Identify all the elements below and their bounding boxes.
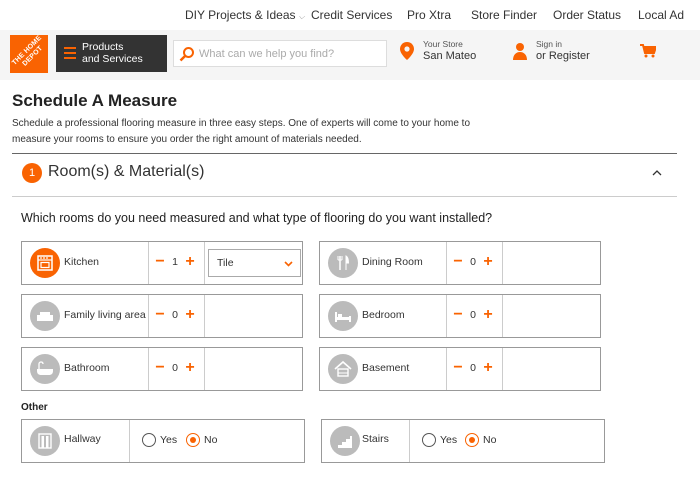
nav-order-status[interactable]: Order Status	[553, 8, 622, 22]
quantity-stepper	[150, 250, 204, 276]
search-input[interactable]	[199, 44, 384, 64]
utility-nav	[0, 0, 700, 30]
radio-label: Yes	[440, 434, 458, 446]
quantity-value: 0	[470, 256, 476, 268]
search-box	[173, 40, 387, 67]
room-card-kitchen	[21, 241, 303, 285]
room-name: Family living area	[64, 309, 146, 321]
store-name: San Mateo	[423, 50, 477, 62]
chevron-down-icon: ⌵	[298, 12, 305, 21]
user-icon	[513, 42, 527, 60]
step-number-badge: 1	[22, 163, 42, 183]
divider	[12, 196, 677, 197]
nav-credit-services[interactable]: Credit Services	[311, 8, 393, 22]
increment-button[interactable]: +	[483, 306, 493, 323]
decrement-button[interactable]: −	[155, 359, 165, 376]
location-pin-icon	[400, 42, 414, 60]
increment-button[interactable]: +	[483, 359, 493, 376]
products-and-services-button[interactable]	[56, 35, 167, 72]
oven-icon	[30, 248, 60, 278]
utensils-icon	[328, 248, 358, 278]
divider	[129, 420, 130, 462]
decrement-button[interactable]: −	[453, 306, 463, 323]
bed-icon	[328, 301, 358, 331]
products-label: Products and Services	[82, 41, 143, 65]
room-name: Bedroom	[362, 309, 405, 321]
home-depot-logo[interactable]	[10, 35, 48, 73]
quantity-stepper	[150, 356, 204, 382]
divider	[446, 348, 447, 390]
decrement-button[interactable]: −	[155, 253, 165, 270]
quantity-stepper	[448, 303, 502, 329]
room-card-family-living-area	[21, 294, 303, 338]
quantity-stepper	[448, 356, 502, 382]
quantity-value: 0	[172, 362, 178, 374]
other-section-label: Other	[21, 402, 48, 413]
site-header	[0, 30, 700, 80]
nav-pro-xtra[interactable]: Pro Xtra	[407, 8, 452, 22]
divider	[502, 242, 503, 284]
divider	[502, 348, 503, 390]
divider	[409, 420, 410, 462]
radio-label: No	[483, 434, 497, 446]
increment-button[interactable]: +	[185, 253, 195, 270]
room-name: Bathroom	[64, 362, 110, 374]
step-title[interactable]: Room(s) & Material(s)	[48, 163, 205, 180]
sofa-icon	[30, 301, 60, 331]
other-card-hallway	[21, 419, 305, 463]
quantity-value: 0	[470, 309, 476, 321]
nav-local-ad[interactable]: Local Ad	[638, 8, 685, 22]
divider	[204, 295, 205, 337]
increment-button[interactable]: +	[185, 359, 195, 376]
room-card-basement	[319, 347, 601, 391]
divider	[446, 295, 447, 337]
quantity-stepper	[448, 250, 502, 276]
nav-store-finder[interactable]: Store Finder	[471, 8, 538, 22]
radio-circle	[142, 433, 156, 447]
divider	[204, 348, 205, 390]
room-card-bedroom	[319, 294, 601, 338]
other-card-stairs	[321, 419, 605, 463]
house-icon	[328, 354, 358, 384]
search-icon[interactable]	[179, 46, 195, 62]
other-item-name: Stairs	[362, 433, 389, 445]
room-name: Dining Room	[362, 256, 423, 268]
door-icon	[30, 426, 60, 456]
logo-text: THE HOME DEPOT	[11, 35, 44, 68]
room-card-dining-room	[319, 241, 601, 285]
cart-icon[interactable]	[640, 44, 656, 58]
radio-label: Yes	[160, 434, 178, 446]
register-label: or Register	[536, 50, 590, 62]
quantity-stepper	[150, 303, 204, 329]
divider	[446, 242, 447, 284]
divider	[148, 242, 149, 284]
radio-circle	[465, 433, 479, 447]
room-card-bathroom	[21, 347, 303, 391]
page-intro: Schedule a professional flooring measure in three easy steps. One of experts will come to your home to measure your rooms to ensure you order the right amount of materials needed.	[12, 118, 471, 145]
divider	[204, 242, 205, 284]
store-label: Your Store	[423, 39, 463, 49]
increment-button[interactable]: +	[185, 306, 195, 323]
material-value: Tile	[217, 257, 234, 269]
page-title: Schedule A Measure	[12, 91, 178, 110]
decrement-button[interactable]: −	[453, 359, 463, 376]
decrement-button[interactable]: −	[155, 306, 165, 323]
stairs-icon	[330, 426, 360, 456]
chevron-down-icon	[284, 261, 293, 267]
decrement-button[interactable]: −	[453, 253, 463, 270]
quantity-value: 0	[172, 309, 178, 321]
divider	[148, 348, 149, 390]
room-name: Kitchen	[64, 256, 100, 268]
quantity-value: 1	[172, 256, 178, 268]
room-name: Basement	[362, 362, 410, 374]
radio-circle	[422, 433, 436, 447]
bathtub-icon	[30, 354, 60, 384]
other-item-name: Hallway	[64, 433, 101, 445]
nav-diy-projects[interactable]: DIY Projects & Ideas ⌵	[185, 8, 305, 22]
quantity-value: 0	[470, 362, 476, 374]
sign-in-label: Sign in	[536, 39, 562, 49]
radio-circle	[186, 433, 200, 447]
radio-label: No	[204, 434, 218, 446]
divider	[148, 295, 149, 337]
hamburger-icon	[64, 47, 76, 59]
material-select[interactable]	[208, 249, 301, 277]
rooms-question: Which rooms do you need measured and what type of flooring do you want installed?	[21, 211, 493, 225]
chevron-up-icon[interactable]	[652, 170, 662, 176]
divider	[12, 153, 677, 154]
divider	[502, 295, 503, 337]
increment-button[interactable]: +	[483, 253, 493, 270]
